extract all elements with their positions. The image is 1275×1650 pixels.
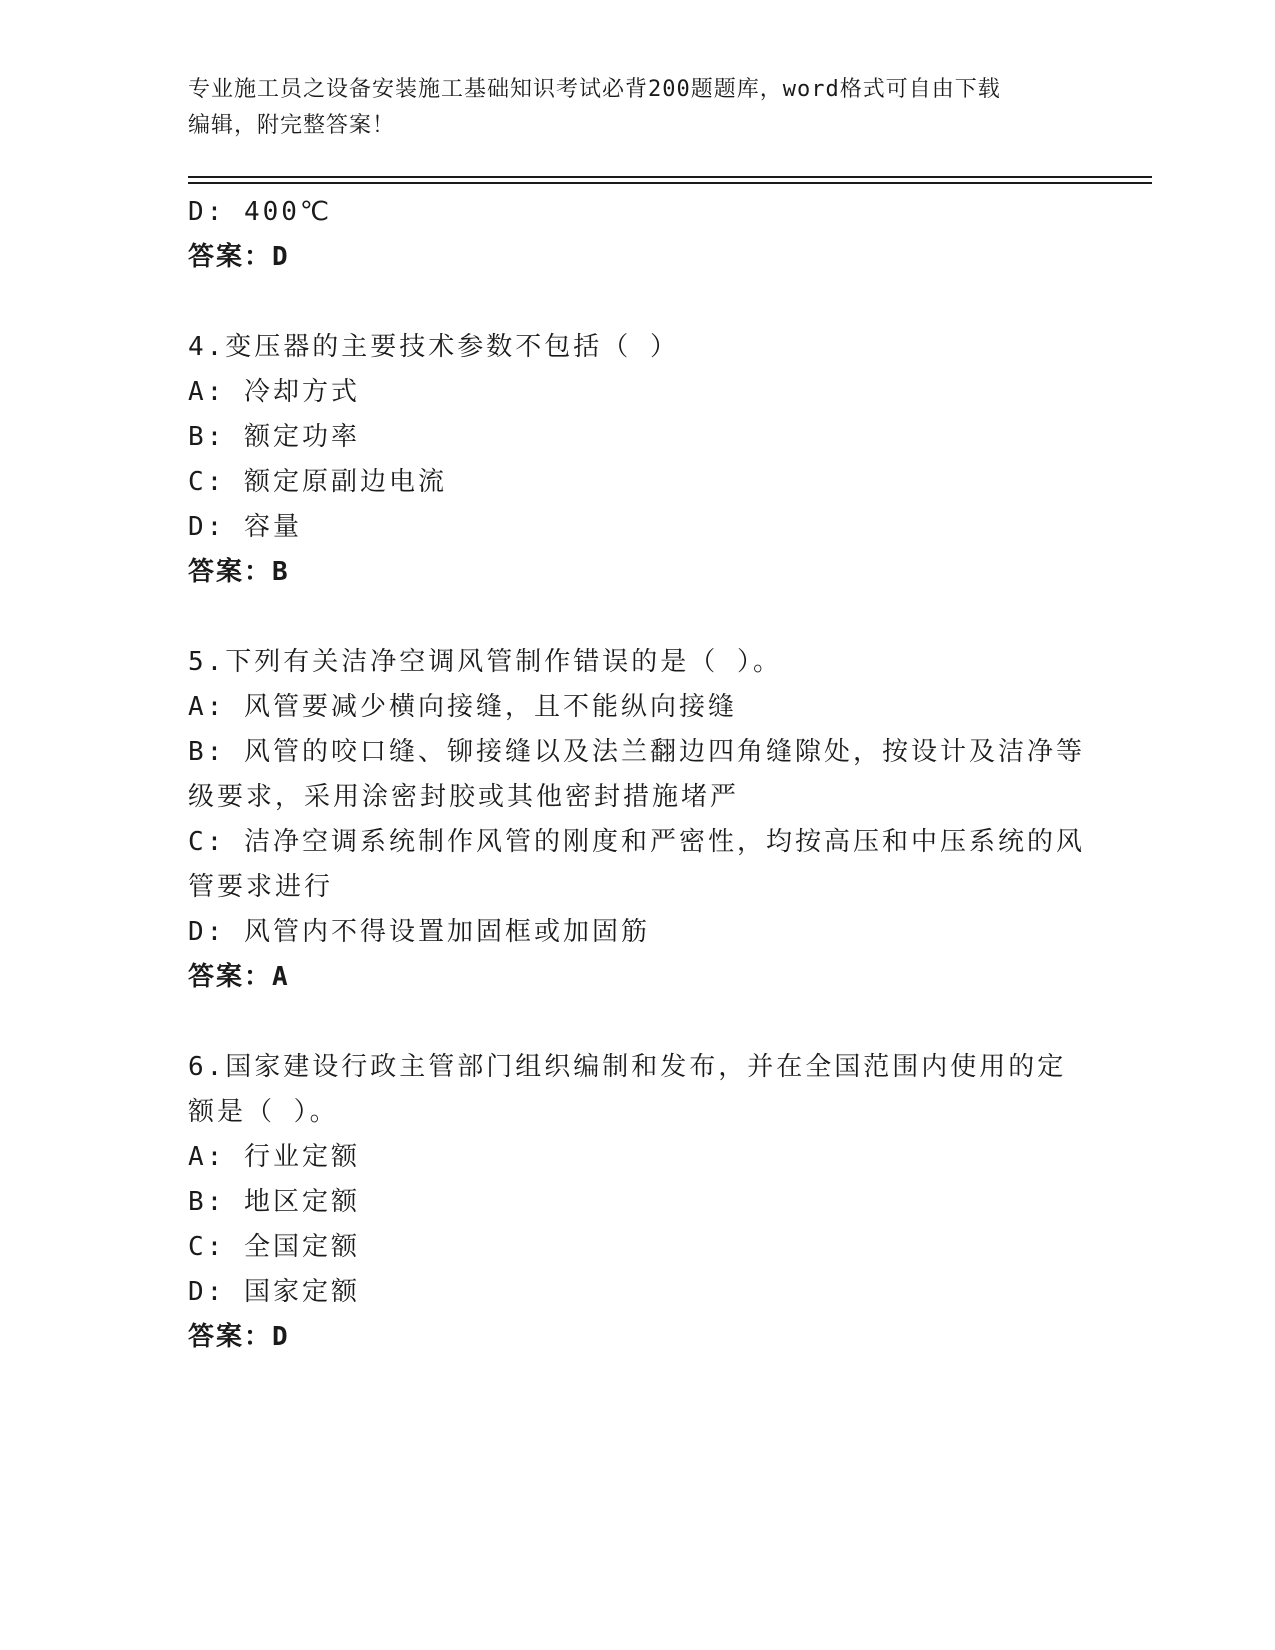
option-a: A: 冷却方式 xyxy=(188,377,360,407)
answer-line: 答案：A xyxy=(188,962,290,992)
question-stem: 6.国家建设行政主管部门组织编制和发布，并在全国范围内使用的定 xyxy=(188,1052,1067,1082)
option-d: D: 风管内不得设置加固框或加固筋 xyxy=(188,917,650,947)
header-rule-bottom xyxy=(188,182,1152,184)
header-line-1: 专业施工员之设备安装施工基础知识考试必背200题题库，word格式可自由下载 xyxy=(188,77,1001,102)
option-c: C: 额定原副边电流 xyxy=(188,467,447,497)
spacer xyxy=(188,1000,1088,1045)
question-6 xyxy=(188,1045,1088,1360)
option-d: D: 国家定额 xyxy=(188,1277,360,1307)
option-c: C: 洁净空调系统制作风管的刚度和严密性，均按高压和中压系统的风 xyxy=(188,827,1085,857)
question-stem-continued: 额是（ ）。 xyxy=(188,1097,339,1127)
answer-line: 答案：D xyxy=(188,1322,290,1352)
question-stem: 4.变压器的主要技术参数不包括（ ） xyxy=(188,332,679,362)
document-body xyxy=(188,190,1088,1360)
question-4 xyxy=(188,325,1088,595)
header-rule-top xyxy=(188,176,1152,178)
question-5 xyxy=(188,640,1088,1000)
option-b: B: 额定功率 xyxy=(188,422,360,452)
spacer xyxy=(188,595,1088,640)
option-b: B: 地区定额 xyxy=(188,1187,360,1217)
option-c-continued: 管要求进行 xyxy=(188,872,334,902)
header-line-2: 编辑，附完整答案！ xyxy=(188,113,396,138)
option-b: B: 风管的咬口缝、铆接缝以及法兰翻边四角缝隙处，按设计及洁净等 xyxy=(188,737,1085,767)
option-c: C: 全国定额 xyxy=(188,1232,360,1262)
option-d: D: 400℃ xyxy=(188,197,333,227)
answer-line: 答案：B xyxy=(188,557,290,587)
option-a: A: 风管要减少横向接缝，且不能纵向接缝 xyxy=(188,692,737,722)
previous-question-tail xyxy=(188,190,1088,280)
option-b-continued: 级要求，采用涂密封胶或其他密封措施堵严 xyxy=(188,782,740,812)
option-d: D: 容量 xyxy=(188,512,302,542)
question-stem: 5.下列有关洁净空调风管制作错误的是（ ）。 xyxy=(188,647,782,677)
option-a: A: 行业定额 xyxy=(188,1142,360,1172)
spacer xyxy=(188,280,1088,325)
answer-line: 答案：D xyxy=(188,242,290,272)
document-header xyxy=(188,72,1088,144)
